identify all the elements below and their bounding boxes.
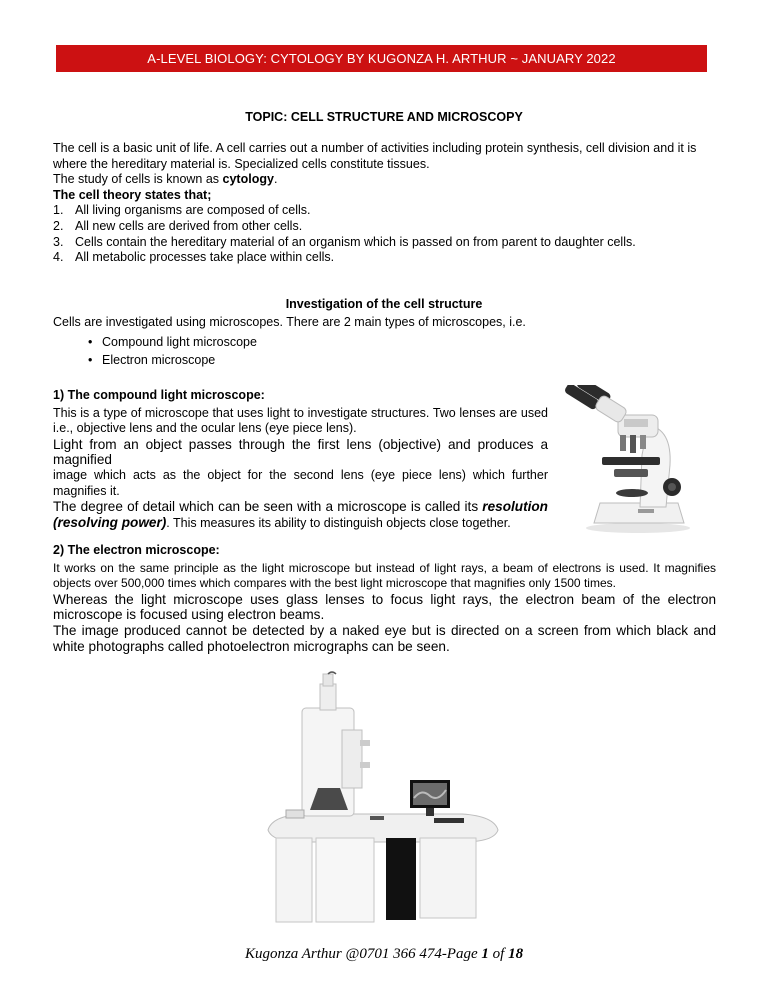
list-text: Electron microscope bbox=[102, 353, 216, 367]
intro-paragraph: The cell is a basic unit of life. A cell carries out a number of activities including protein synthesis, cell division and it is where the hereditary material is. Specialized cells constitute tissues. bbox=[53, 141, 697, 171]
study-line bbox=[53, 172, 716, 188]
study-post: . bbox=[273, 172, 278, 187]
study-pre: The study of cells is known as bbox=[53, 172, 223, 187]
theory-heading: The cell theory states that; bbox=[53, 187, 212, 202]
text: . This measures its ability to distinguish objects close together. bbox=[166, 515, 511, 530]
bullet-icon: • bbox=[88, 353, 93, 367]
paragraph bbox=[53, 499, 548, 531]
list-item bbox=[53, 235, 716, 251]
list-number: 3. bbox=[53, 234, 64, 249]
list-item bbox=[88, 351, 257, 369]
microscope-types-list bbox=[88, 333, 257, 369]
list-item bbox=[88, 333, 257, 351]
intro-section bbox=[53, 141, 716, 266]
list-text: Cells contain the hereditary material of an organism which is passed on from parent to daughter cells. bbox=[75, 234, 636, 249]
investigation-text: Cells are investigated using microscopes. There are 2 main types of microscopes, i.e. bbox=[53, 315, 526, 329]
section-heading: 1) The compound light microscope: bbox=[53, 388, 265, 402]
paragraph: Light from an object passes through the first lens (objective) and produces a magnified bbox=[53, 436, 548, 468]
list-text: All metabolic processes take place within cells. bbox=[75, 250, 335, 265]
page-number: 1 bbox=[481, 946, 489, 962]
list-text: Compound light microscope bbox=[102, 335, 257, 349]
text: The degree of detail which can be seen with a microscope is called its bbox=[53, 499, 483, 515]
resolution-term: resolution (resolving power) bbox=[53, 499, 548, 530]
list-item bbox=[53, 203, 716, 219]
electron-microscope-image bbox=[262, 670, 502, 932]
footer-text: Kugonza Arthur @0701 366 474-Page bbox=[244, 946, 482, 962]
investigation-heading: Investigation of the cell structure bbox=[285, 297, 483, 311]
footer-of: of bbox=[488, 946, 509, 962]
light-microscope-image bbox=[560, 385, 708, 535]
paragraph: The image produced cannot be detected by a naked eye but is directed on a screen from which black and white photographs called photoelectron micrographs can be seen. bbox=[53, 622, 716, 654]
light-microscope-section bbox=[53, 388, 548, 531]
list-number: 4. bbox=[53, 250, 64, 265]
section-heading: 2) The electron microscope: bbox=[53, 543, 220, 557]
theory-list bbox=[53, 203, 716, 265]
list-item bbox=[53, 219, 716, 235]
topic-title: TOPIC: CELL STRUCTURE AND MICROSCOPY bbox=[245, 110, 523, 124]
paragraph: image which acts as the object for the second lens (eye piece lens) which further magnifies it. bbox=[53, 467, 548, 498]
page-total: 18 bbox=[508, 946, 524, 962]
list-number: 1. bbox=[53, 203, 64, 218]
bullet-icon: • bbox=[88, 335, 93, 349]
header-banner: A-LEVEL BIOLOGY: CYTOLOGY BY KUGONZA H. ARTHUR ~ JANUARY 2022 bbox=[56, 45, 707, 72]
list-text: All living organisms are composed of cells. bbox=[75, 203, 311, 218]
paragraph: It works on the same principle as the light microscope but instead of light rays, a beam of electrons is used. It magnifies objects over 500,000 times which compares with the best light microscope that magnifies only 1500 times. bbox=[53, 560, 716, 591]
list-text: All new cells are derived from other cells. bbox=[75, 218, 303, 233]
paragraph: This is a type of microscope that uses light to investigate structures. Two lenses are used i.e., objective lens and the ocular lens (eye piece lens). bbox=[53, 405, 548, 436]
study-term: cytology bbox=[222, 172, 274, 187]
paragraph: Whereas the light microscope uses glass lenses to focus light rays, the electron beam of the electron microscope is focused using electron beams. bbox=[53, 591, 716, 623]
list-item bbox=[53, 250, 716, 266]
list-number: 2. bbox=[53, 218, 64, 233]
page-footer bbox=[0, 946, 768, 963]
electron-microscope-section bbox=[53, 543, 716, 654]
